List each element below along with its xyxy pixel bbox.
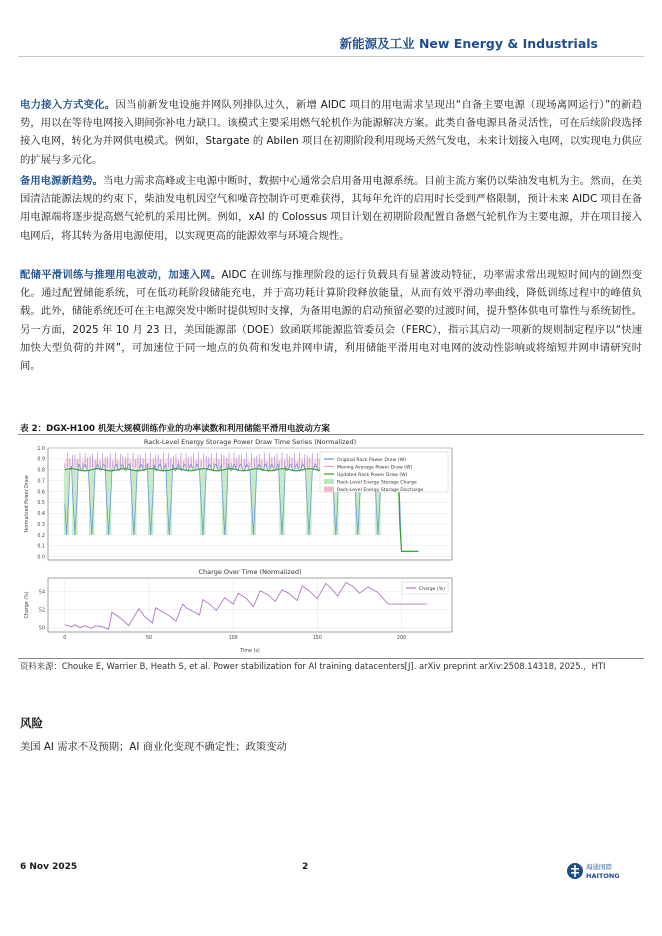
discharge-fill — [68, 459, 71, 470]
discharge-fill — [274, 459, 277, 470]
y-tick-label: 0.7 — [37, 479, 45, 485]
discharge-fill — [203, 459, 206, 470]
discharge-fill — [307, 459, 310, 470]
discharge-fill — [149, 459, 152, 470]
discharge-fill — [75, 459, 78, 470]
x-tick-label: 150 — [312, 636, 322, 641]
paragraph-body: 当电力需求高峰或主电源中断时，数据中心通常会启用备用电源系统。目前主流方案仍以柴油发电机为主。然而，在美国清洁能源法规的约束下，柴油发电机因空气和噪音控制许可更难获得，其每年允许的启用时长受到严格限制，预计未来 AIDC 项目在备用电源端将逐步提高燃气轮机的采用比例。例如，xAI 的 Colossus 项目计划在初期阶段配置自备燃气轮机作为主要电源，并在项目接入电网后，将其转为备用电源使用，以实现更高的能源效率与环境合规性。 — [20, 175, 643, 242]
y-axis-label: Normalized Power Draw — [25, 475, 30, 533]
logo-text-en: HAITONG — [586, 872, 620, 880]
discharge-fill — [311, 459, 314, 470]
discharge-fill — [250, 459, 253, 470]
y-tick-label: 50 — [38, 626, 45, 632]
x-axis-label: Time (s) — [240, 649, 260, 654]
discharge-fill — [92, 459, 95, 470]
y-tick-label: 0.3 — [37, 522, 45, 528]
page-header-title: 新能源及工业 New Energy & Industrials — [339, 36, 598, 51]
page-number: 2 — [302, 862, 309, 872]
legend-swatch — [324, 479, 334, 484]
paragraph-energy-storage — [20, 266, 642, 375]
legend-label: Rack-Level Energy Storage Discharge — [337, 487, 424, 493]
y-tick-label: 0.4 — [37, 512, 45, 518]
header-divider — [18, 56, 644, 57]
paragraph-lead: 配储平滑训练与推理用电波动，加速入网。 — [20, 269, 222, 281]
table-caption: 表 2：DGX-H100 机架大规模训练作业的功率读数和利用储能平滑用电波动方案 — [20, 424, 330, 434]
haitong-logo-icon — [566, 860, 626, 882]
discharge-fill — [280, 459, 283, 470]
discharge-fill — [132, 459, 135, 470]
source-note: 资料来源：Chouke E, Warrier B, Heath S, et al. Power stabilization for AI training datacenters[J]. arXiv preprint arXiv:2508.14318, 2025.，HTI — [20, 661, 606, 671]
legend-label: Original Rack Power Draw (W) — [337, 457, 406, 463]
discharge-fill — [169, 459, 172, 470]
figure-power-storage — [20, 436, 460, 656]
paragraph-lead: 电力接入方式变化。 — [20, 99, 116, 111]
risk-heading: 风险 — [20, 716, 43, 730]
y-tick-label: 1.0 — [37, 446, 45, 452]
discharge-fill — [200, 459, 203, 470]
source-divider — [18, 658, 644, 659]
y-tick-label: 0.5 — [37, 501, 45, 507]
charge-chart — [24, 568, 452, 654]
footer-date: 6 Nov 2025 — [20, 862, 78, 872]
chart-title: Rack-Level Energy Storage Power Draw Time Series (Normalized) — [143, 438, 357, 446]
y-tick-label: 0.6 — [37, 490, 45, 496]
y-tick-label: 0.9 — [37, 457, 45, 463]
discharge-fill — [223, 459, 226, 470]
y-tick-label: 54 — [38, 590, 45, 596]
x-tick-label: 200 — [396, 636, 407, 641]
x-tick-label: 100 — [228, 636, 238, 641]
y-tick-label: 0.8 — [37, 468, 45, 474]
legend-label: Moving Average Power Draw (W) — [337, 465, 413, 471]
haitong-logo — [566, 860, 626, 882]
legend-swatch — [324, 487, 334, 492]
y-tick-label: 52 — [38, 608, 45, 614]
y-tick-label: 0.1 — [37, 544, 45, 550]
legend-label: Rack-Level Energy Storage Charge — [337, 480, 417, 486]
discharge-fill — [88, 459, 91, 470]
paragraph-backup-power — [20, 172, 642, 245]
discharge-fill — [136, 459, 139, 470]
paragraph-lead: 备用电源新趋势。 — [20, 175, 103, 187]
y-tick-label: 0.2 — [37, 533, 45, 539]
paragraph-body: 因当前新发电设施并网队列排队过久，新增 AIDC 项目的用电需求呈现出“自备主要电源（现场离网运行）”的新趋势，用以在等待电网接入期间弥补电力缺口。该模式主要采用燃气轮机作为能源解决方案。此类自备电源具备灵活性，可在后续阶段选择接入电网，转化为并网供电模式。例如，Stargate 的 Abilen 项目在初期阶段利用现场天然气发电，未来计划接入电网，以实现电力供应的扩展与多元化。 — [20, 99, 642, 166]
discharge-fill — [65, 459, 68, 470]
paragraph-body: AIDC 在训练与推理阶段的运行负载具有显著波动特征，功率需求常出现短时间内的剧烈变化。通过配置储能系统，可在低功耗阶段储能充电，并于高功耗计算阶段释放能量，从而有效平滑功率曲线，降低训练过程中的峰值负载。此外，储能系统还可在主电源突发中断时提供短时支撑，为备用电源的启动预留必要的过渡时间，提升整体供电可靠性与系统韧性。另一方面，2025 年 10 月 23 日，美国能源部（DOE）致函联邦能源监管委员会（FERC），指示其启动一项新的规则制定程序以“快速加快大型负荷的并网”，可加速位于同一地点的负荷和发电并网申请，利用储能平滑用电对电网的波动性影响或将缩短并网申请研究时间。 — [20, 269, 642, 373]
y-tick-label: 0.0 — [37, 555, 45, 561]
plot-frame — [48, 578, 452, 632]
discharge-fill — [253, 459, 256, 470]
power-chart-svg — [20, 436, 460, 656]
power-draw-chart — [24, 438, 452, 561]
paragraph-power-access — [20, 96, 642, 169]
logo-text-cn: 海通国際 — [586, 863, 612, 871]
x-tick-label: 0 — [63, 636, 67, 641]
y-axis-label: Charge (%) — [25, 591, 30, 619]
risk-text: 美国 AI 需求不及预期；AI 商业化变现不确定性；政策变动 — [20, 741, 287, 753]
legend-label: Charge (%) — [419, 587, 445, 592]
caption-divider — [18, 434, 644, 435]
x-tick-label: 50 — [145, 636, 153, 641]
discharge-fill — [109, 459, 112, 470]
legend-label: Updated Rack Power Draw (W) — [337, 472, 408, 478]
chart-title: Charge Over Time (Normalized) — [198, 568, 302, 576]
